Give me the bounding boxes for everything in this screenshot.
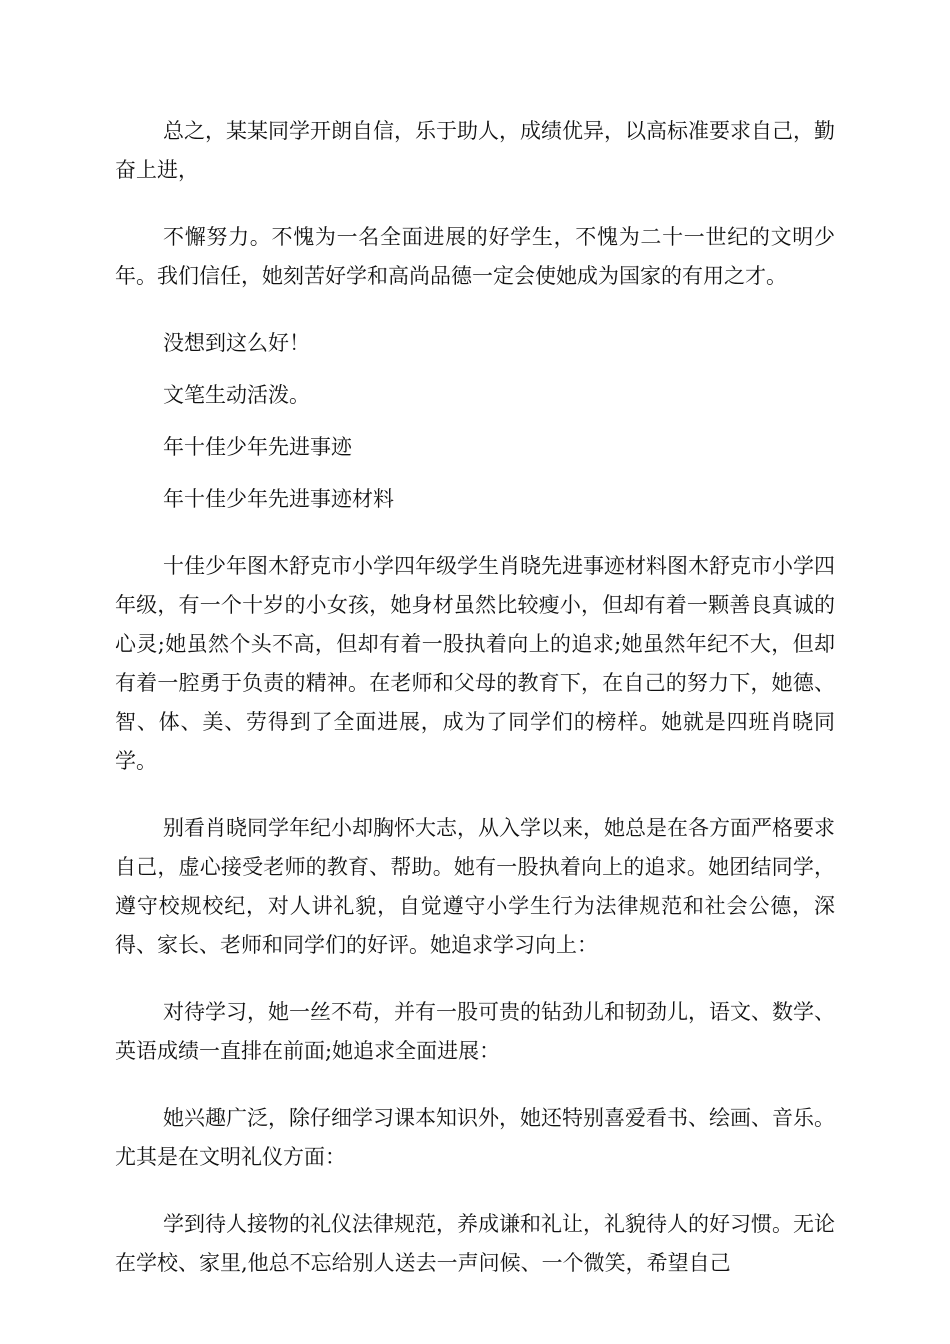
paragraph-interests: 她兴趣广泛，除仔细学习课本知识外，她还特别喜爱看书、绘画、音乐。尤其是在文明礼仪方面： — [115, 1106, 835, 1169]
paragraph-character: 别看肖晓同学年纪小却胸怀大志，从入学以来，她总是在各方面严格要求自己，虚心接受老师的教育、帮助。她有一股执着向上的追求。她团结同学，遵守校规校纪，对人讲礼貌，自觉遵守小学生行为法律规范和社会公德，深得、家长、老师和同学们的好评。她追求学习向上： — [115, 816, 835, 957]
paragraph-etiquette: 学到待人接物的礼仪法律规范，养成谦和礼让，礼貌待人的好习惯。无论在学校、家里,他总不忘给别人送去一声问候、一个微笑，希望自己 — [115, 1212, 835, 1275]
paragraph-closing: 不懈努力。不愧为一名全面进展的好学生，不愧为二十一世纪的文明少年。我们信任，她刻苦好学和高尚品德一定会使她成为国家的有用之才。 — [115, 225, 835, 288]
paragraph-summary: 总之，某某同学开朗自信，乐于助人，成绩优异，以高标准要求自己，勤奋上进， — [115, 119, 835, 182]
section-subheading: 年十佳少年先进事迹材料 — [163, 487, 394, 511]
paragraph-study: 对待学习，她一丝不苟，并有一股可贵的钻劲儿和韧劲儿，语文、数学、英语成绩一直排在前面;她追求全面进展： — [115, 1000, 835, 1063]
paragraph-intro: 十佳少年图木舒克市小学四年级学生肖晓先进事迹材料图木舒克市小学四年级，有一个十岁的小女孩，她身材虽然比较瘦小，但却有着一颗善良真诚的心灵;她虽然个头不高，但却有着一股执着向上的追求;她虽然年纪不大，但却有着一腔勇于负责的精神。在老师和父母的教育下，在自己的努力下，她德、智、体、美、劳得到了全面进展，成为了同学们的榜样。她就是四班肖晓同学。 — [115, 554, 835, 773]
paragraph-comment-1: 没想到这么好！ — [163, 331, 310, 355]
paragraph-comment-2: 文笔生动活泼。 — [163, 383, 310, 407]
document-body — [115, 112, 835, 1311]
section-heading: 年十佳少年先进事迹 — [163, 435, 352, 459]
